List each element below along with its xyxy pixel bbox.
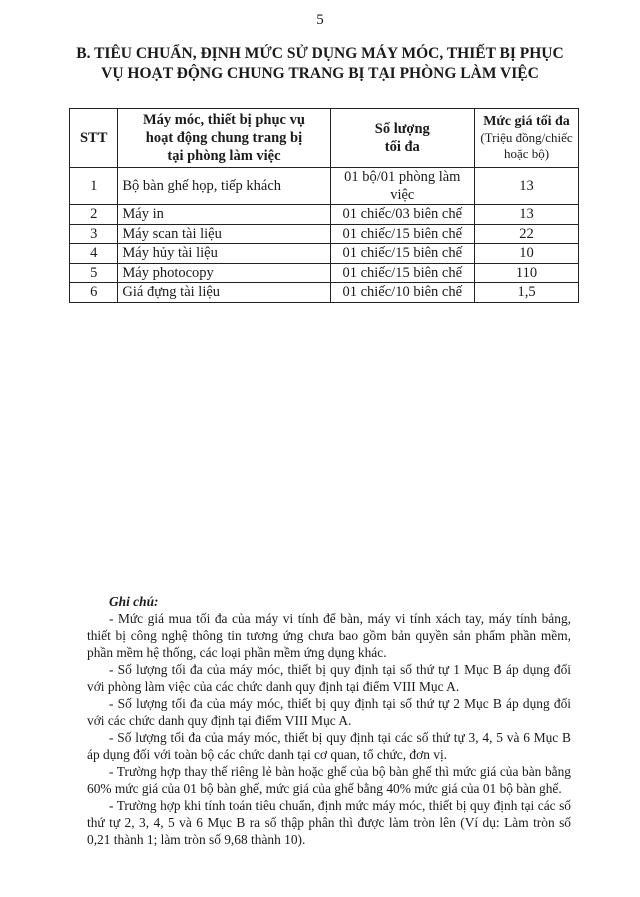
header-equipment-line-2: hoạt động chung trang bị [145, 130, 303, 146]
table-row [70, 205, 579, 225]
table-row [70, 263, 579, 283]
header-equipment [118, 109, 330, 168]
cell-stt: 5 [70, 263, 118, 283]
header-price-line-1: Mức giá tối đa [483, 114, 570, 129]
cell-price: 13 [475, 168, 579, 205]
table-row [70, 224, 579, 244]
cell-price: 22 [475, 224, 579, 244]
header-price-line-3: hoặc bộ) [503, 146, 550, 161]
cell-stt: 3 [70, 224, 118, 244]
table-row [70, 244, 579, 264]
cell-equipment: Máy scan tài liệu [118, 224, 330, 244]
cell-equipment: Máy hủy tài liệu [118, 244, 330, 264]
header-quantity-line-2: tối đa [384, 139, 420, 155]
page-number: 5 [316, 12, 324, 28]
cell-stt: 6 [70, 283, 118, 303]
note-item: - Số lượng tối đa của máy móc, thiết bị quy định tại số thứ tự 1 Mục B áp dụng đối với phòng làm việc của các chức danh quy định tại điểm VIII Mục A. [87, 662, 571, 694]
notes-title: Ghi chú: [109, 594, 159, 609]
note-item: - Trường hợp thay thế riêng lẻ bàn hoặc ghế của bộ bàn ghế thì mức giá của bàn bằng 60% mức giá của 01 bộ bàn ghế, mức giá của ghế bằng 40% mức giá của 01 bộ bàn ghế. [87, 764, 571, 796]
table-row [70, 168, 579, 205]
note-item: - Trường hợp khi tính toán tiêu chuẩn, định mức máy móc, thiết bị quy định tại các số thứ tự 2, 3, 4, 5 và 6 Mục B ra số thập phân thì được làm tròn lên (Ví dụ: Làm tròn số 0,21 thành 1; làm tròn số 9,68 thành 10). [87, 798, 571, 847]
note-item: - Mức giá mua tối đa của máy vi tính để bàn, máy vi tính xách tay, máy tính bảng, thiết bị công nghệ thông tin tương ứng chưa bao gồm bản quyền sản phẩm phần mềm, phần mềm hệ thống, các loại phần mềm ứng dụng khác. [87, 611, 571, 660]
cell-quantity: 01 chiếc/15 biên chế [330, 263, 475, 283]
cell-quantity: 01 chiếc/15 biên chế [330, 224, 475, 244]
cell-quantity: 01 chiếc/15 biên chế [330, 244, 475, 264]
section-title-line-1: B. TIÊU CHUẨN, ĐỊNH MỨC SỬ DỤNG MÁY MÓC, THIẾT BỊ PHỤC [76, 45, 564, 62]
cell-stt: 1 [70, 168, 118, 205]
section-title [70, 44, 570, 84]
cell-price: 1,5 [475, 283, 579, 303]
cell-stt: 4 [70, 244, 118, 264]
cell-price: 13 [475, 205, 579, 225]
header-max-price [475, 109, 579, 168]
table-row [70, 283, 579, 303]
section-title-line-2: VỤ HOẠT ĐỘNG CHUNG TRANG BỊ TẠI PHÒNG LÀM VIỆC [101, 65, 539, 82]
table-header-row [70, 109, 579, 168]
cell-quantity: 01 chiếc/10 biên chế [330, 283, 475, 303]
cell-quantity: 01 bộ/01 phòng làm việc [330, 168, 475, 205]
cell-quantity: 01 chiếc/03 biên chế [330, 205, 475, 225]
header-stt: STT [70, 109, 118, 168]
equipment-table [69, 108, 579, 303]
header-quantity-line-1: Số lượng [374, 121, 430, 137]
cell-stt: 2 [70, 205, 118, 225]
cell-equipment: Giá đựng tài liệu [118, 283, 330, 303]
header-quantity [330, 109, 475, 168]
cell-equipment: Máy photocopy [118, 263, 330, 283]
cell-price: 110 [475, 263, 579, 283]
cell-equipment: Bộ bàn ghế họp, tiếp khách [118, 168, 330, 205]
note-item: - Số lượng tối đa của máy móc, thiết bị quy định tại các số thứ tự 3, 4, 5 và 6 Mục B áp dụng đối với toàn bộ các chức danh tại cơ quan, tổ chức, đơn vị. [87, 730, 571, 762]
header-equipment-line-3: tại phòng làm việc [167, 148, 281, 164]
notes-section [87, 593, 571, 848]
cell-price: 10 [475, 244, 579, 264]
header-price-line-2: (Triệu đồng/chiếc [480, 130, 573, 145]
note-item: - Số lượng tối đa của máy móc, thiết bị quy định tại số thứ tự 2 Mục B áp dụng đối với các chức danh quy định tại điểm VIII Mục A. [87, 696, 571, 728]
header-equipment-line-1: Máy móc, thiết bị phục vụ [142, 112, 305, 128]
cell-equipment: Máy in [118, 205, 330, 225]
